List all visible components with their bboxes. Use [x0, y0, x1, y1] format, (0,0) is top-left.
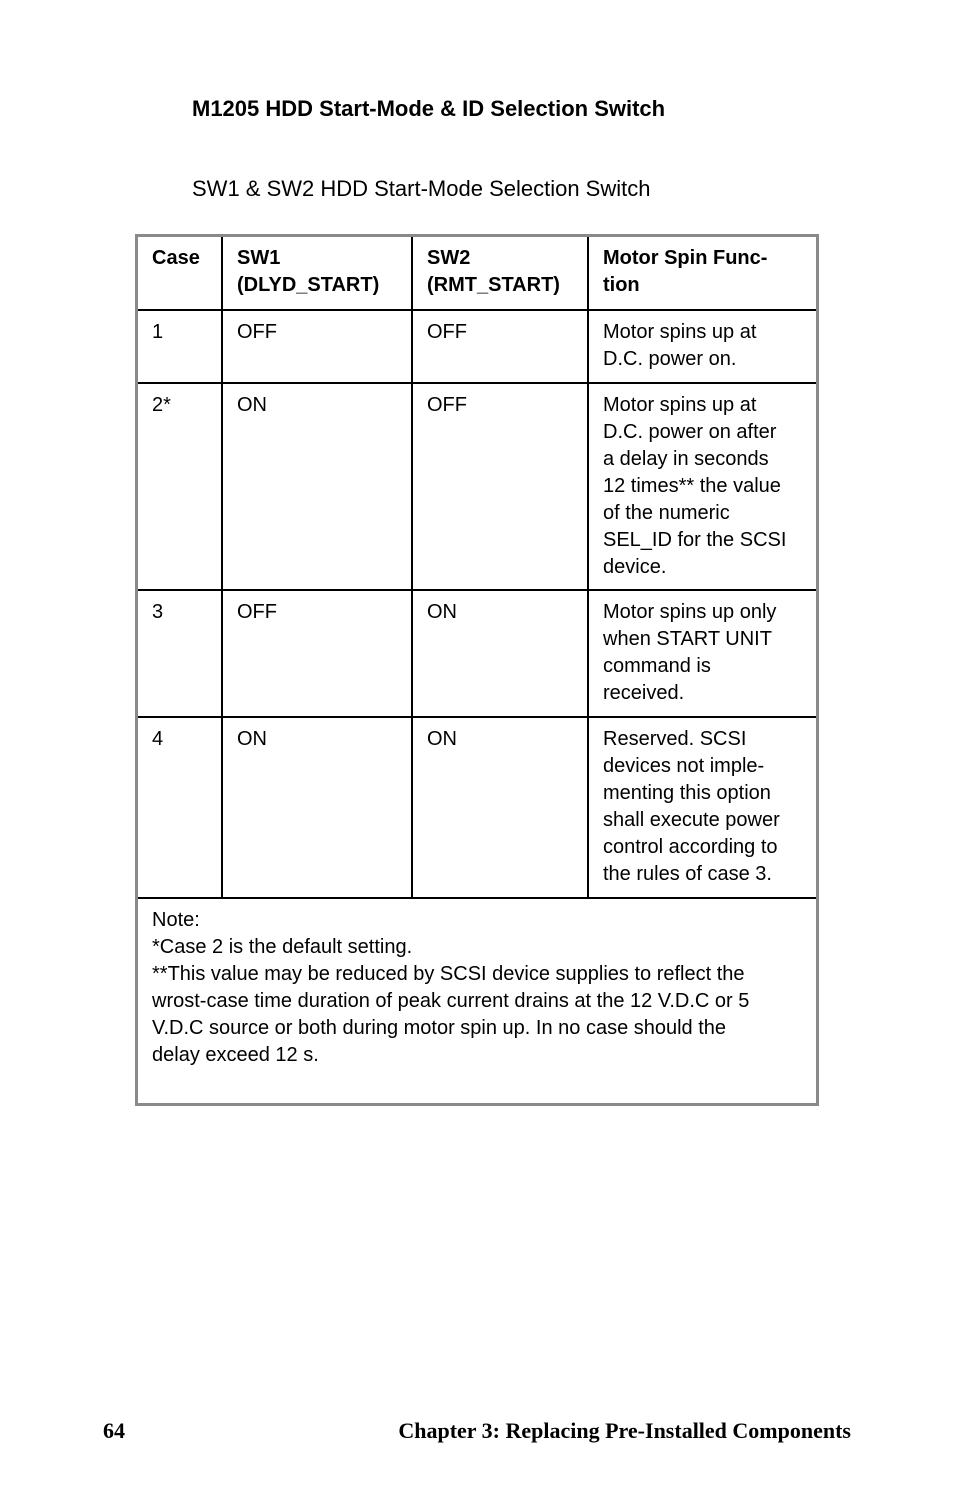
chapter-title: Chapter 3: Replacing Pre-Installed Components [398, 1418, 851, 1443]
header-sw2: SW2 (RMT_START) [412, 237, 588, 310]
table-row [138, 717, 816, 898]
section-title: M1205 HDD Start-Mode & ID Selection Switch [192, 96, 666, 121]
cell-case: 1 [138, 310, 222, 383]
start-mode-table [135, 234, 819, 1106]
cell-sw1: OFF [222, 590, 412, 717]
header-case: Case [138, 237, 222, 310]
cell-case: 4 [138, 717, 222, 898]
note-line: **This value may be reduced by SCSI device supplies to reflect the [152, 963, 745, 985]
table-caption: SW1 & SW2 HDD Start-Mode Selection Switch [192, 176, 651, 201]
note-line: delay exceed 12 s. [152, 1044, 319, 1066]
note-line: V.D.C source or both during motor spin up. In no case should the [152, 1017, 727, 1039]
table-row [138, 310, 816, 383]
header-sw1: SW1 (DLYD_START) [222, 237, 412, 310]
page-number: 64 [103, 1418, 125, 1443]
table-header-row [138, 237, 816, 310]
cell-motor-spin: Motor spins up at D.C. power on. [588, 310, 816, 383]
cell-case: 2* [138, 383, 222, 590]
cell-sw1: OFF [222, 310, 412, 383]
cell-sw2: OFF [412, 310, 588, 383]
cell-motor-spin: Motor spins up only when START UNIT command is received. [588, 590, 816, 717]
table-note [138, 898, 816, 1103]
cell-motor-spin: Reserved. SCSI devices not imple- menting this option shall execute power control according to the rules of case 3. [588, 717, 816, 898]
table-row [138, 383, 816, 590]
cell-sw1: ON [222, 383, 412, 590]
table-row [138, 590, 816, 717]
note-line: *Case 2 is the default setting. [152, 936, 413, 958]
cell-motor-spin: Motor spins up at D.C. power on after a delay in seconds 12 times** the value of the numeric SEL_ID for the SCSI device. [588, 383, 816, 590]
cell-case: 3 [138, 590, 222, 717]
note-line: Note: [152, 909, 200, 931]
cell-sw2: OFF [412, 383, 588, 590]
cell-sw1: ON [222, 717, 412, 898]
note-line: wrost-case time duration of peak current drains at the 12 V.D.C or 5 [152, 990, 750, 1012]
header-motor-spin-function: Motor Spin Func- tion [588, 237, 816, 310]
table-note-row [138, 898, 816, 1103]
cell-sw2: ON [412, 590, 588, 717]
cell-sw2: ON [412, 717, 588, 898]
